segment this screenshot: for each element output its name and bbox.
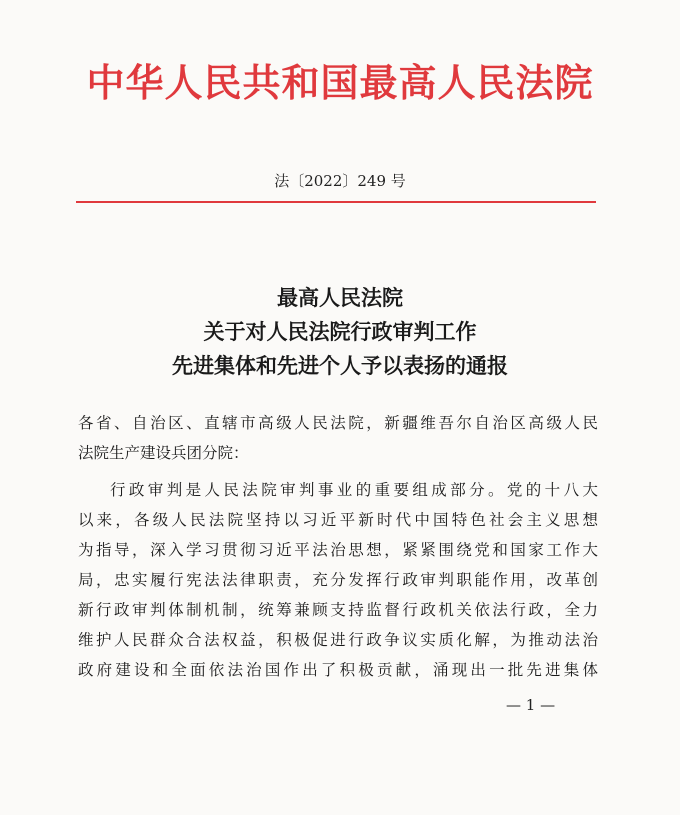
- body-text-line: 以来，各级人民法院坚持以习近平新时代中国特色社会主义思想: [78, 511, 598, 529]
- body-text-line: 为指导，深入学习贯彻习近平法治思想，紧紧围绕党和国家工作大: [78, 541, 598, 559]
- red-divider-rule: [76, 201, 596, 203]
- body-text-line: 行政审判是人民法院审判事业的重要组成部分。党的十八大: [110, 481, 598, 499]
- document-number: 法〔2022〕249 号: [274, 172, 406, 190]
- document-title-line-1: 最高人民法院: [277, 285, 403, 310]
- document-title-line-2: 关于对人民法院行政审判工作: [203, 319, 477, 344]
- body-text-line: 政府建设和全面依法治国作出了积极贡献，涌现出一批先进集体: [78, 661, 598, 679]
- body-text-line: 新行政审判体制机制，统筹兼顾支持监督行政机关依法行政，全力: [78, 601, 598, 619]
- addressee-line-1: 各省、自治区、直辖市高级人民法院，新疆维吾尔自治区高级人民: [78, 414, 598, 432]
- page-number: — 1 —: [506, 696, 556, 714]
- body-text-line: 局，忠实履行宪法法律职责，充分发挥行政审判职能作用，改革创: [78, 571, 598, 589]
- addressee-line-2: 法院生产建设兵团分院：: [78, 444, 249, 462]
- document-title-line-3: 先进集体和先进个人予以表扬的通报: [172, 353, 508, 378]
- institution-header: 中华人民共和国最高人民法院: [86, 60, 594, 105]
- body-text-line: 维护人民群众合法权益，积极促进行政争议实质化解，为推动法治: [78, 631, 598, 649]
